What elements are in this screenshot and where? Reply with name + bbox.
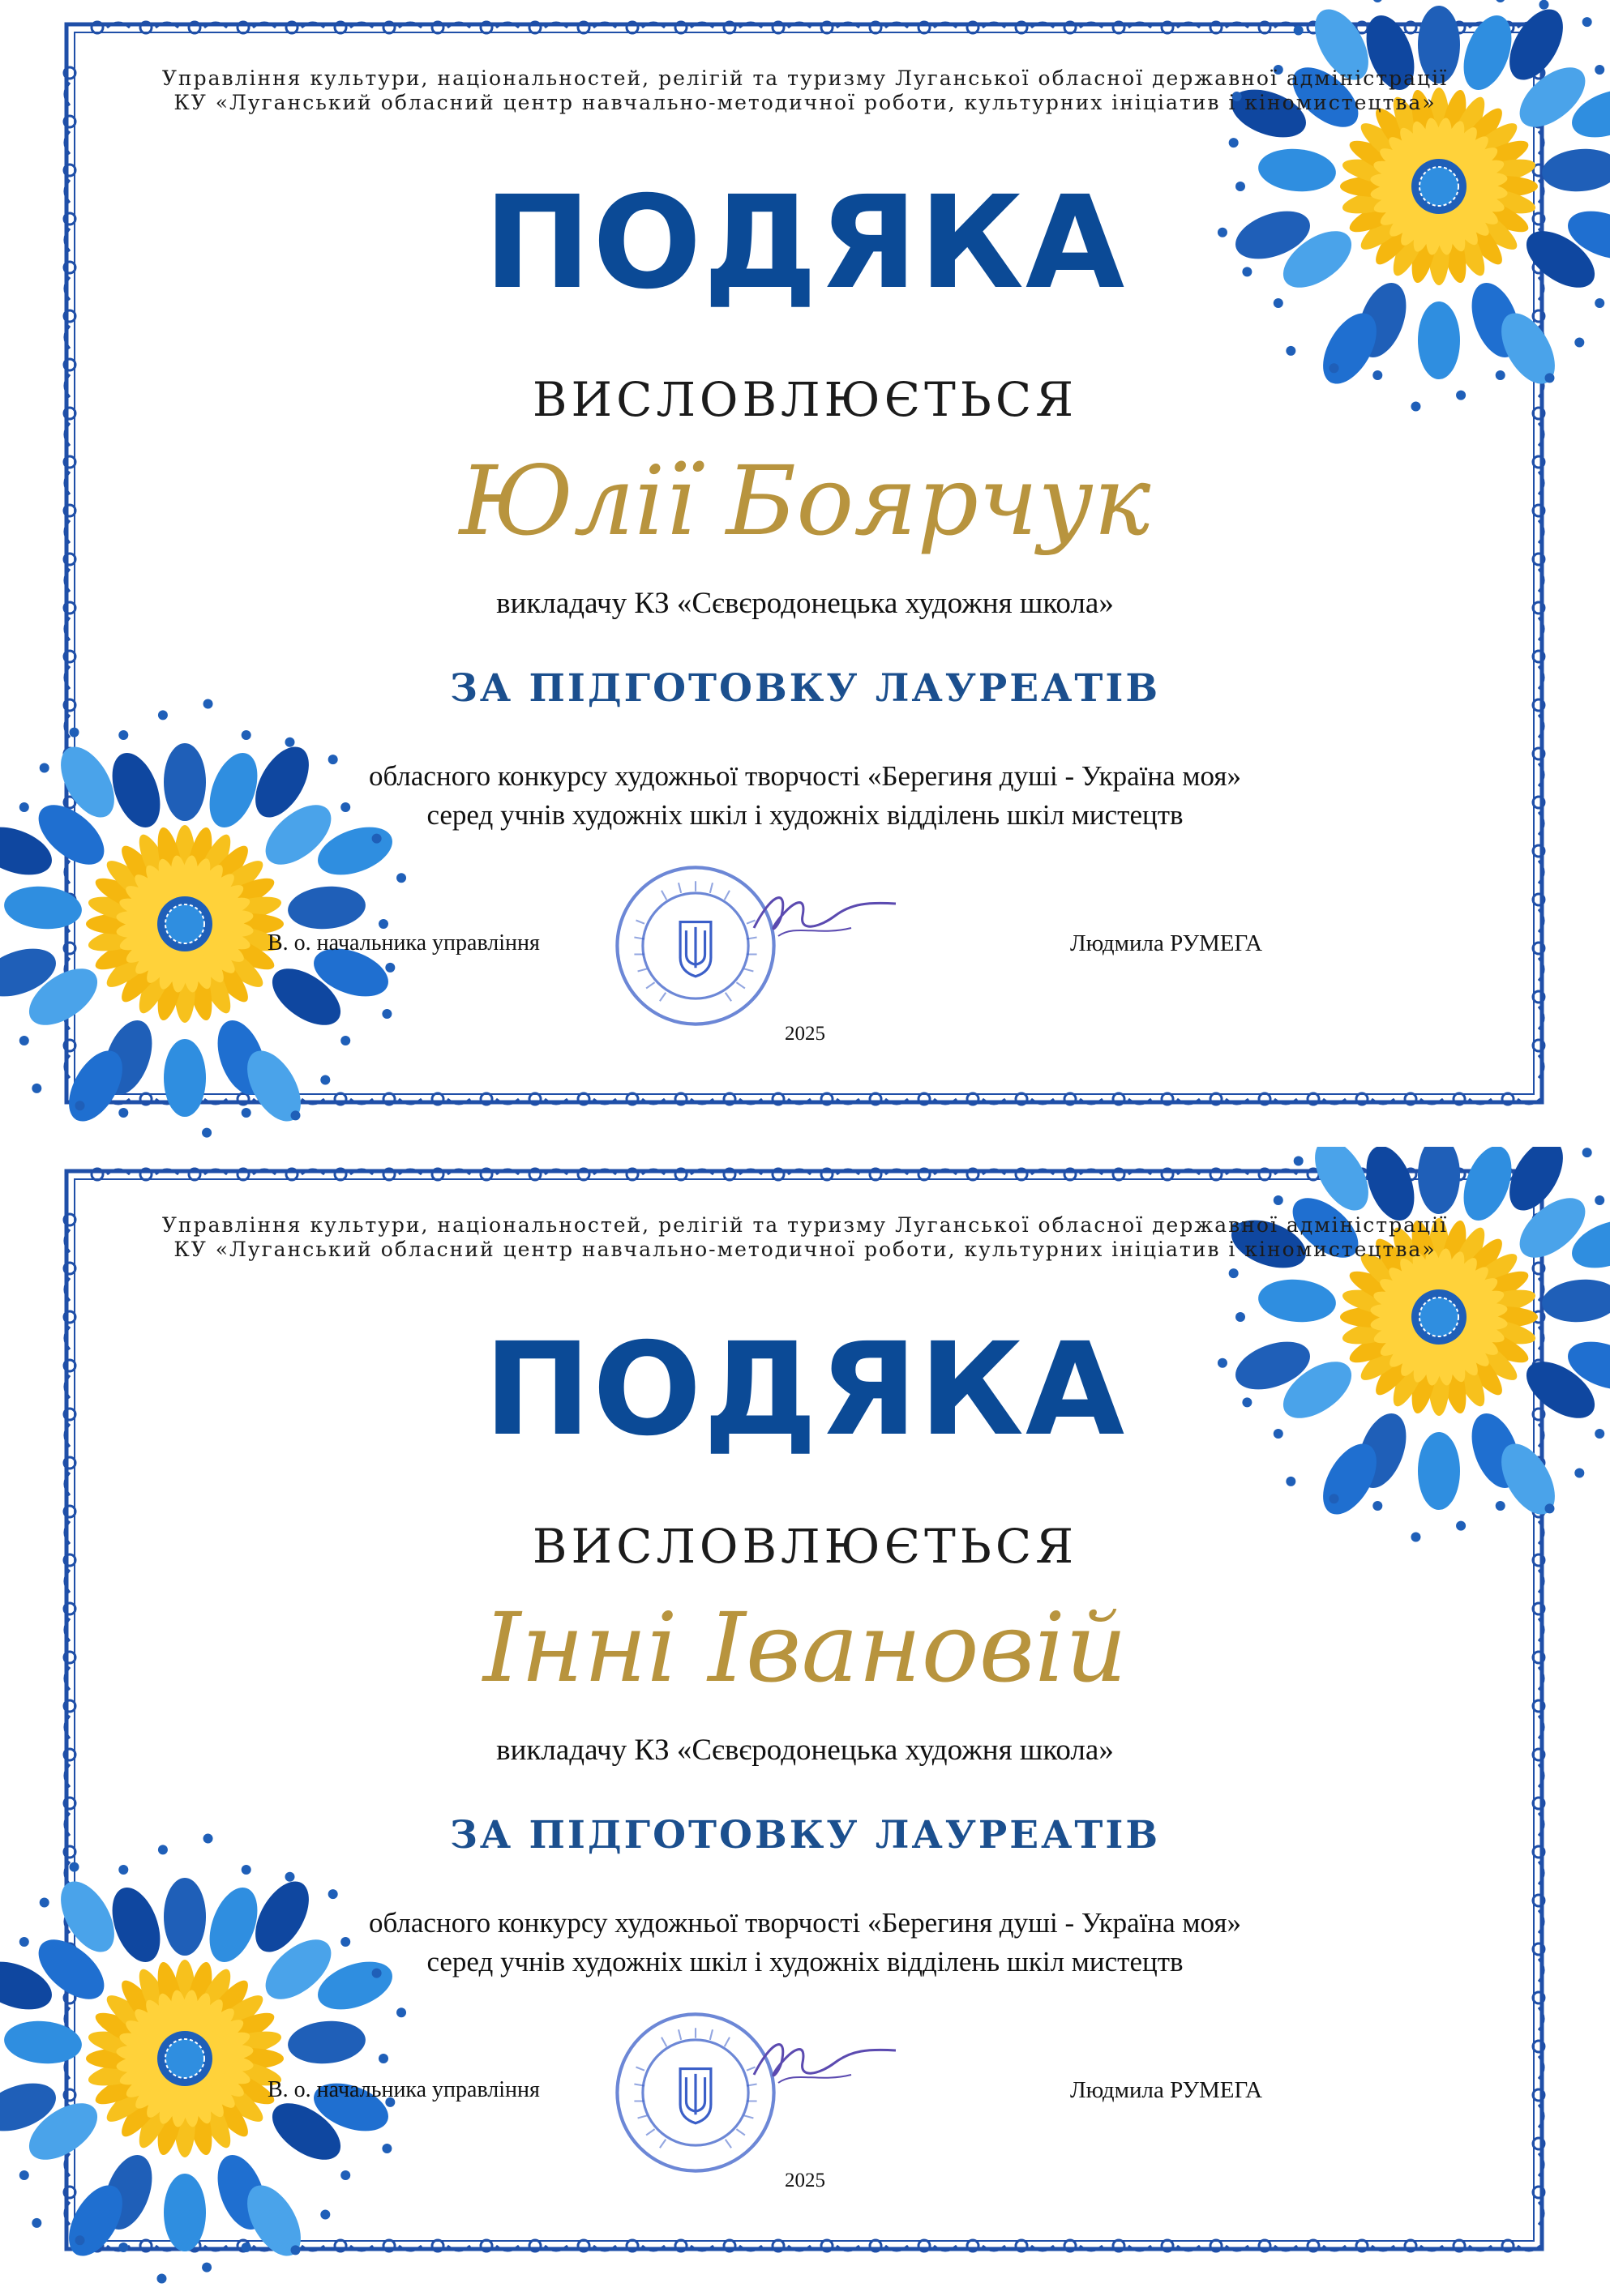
- organization-line-1: Управління культури, національностей, релігій та туризму Луганської обласної державної адміністрації: [161, 66, 1449, 90]
- sunflower-icon: [86, 825, 284, 1023]
- contest-line-2: серед учнів художніх шкіл і художніх відділень шкіл мистецтв: [426, 1946, 1184, 1977]
- contest-line-1: обласного конкурсу художньої творчості «Берегиня душі - Україна моя»: [369, 1907, 1241, 1939]
- recipient-name: Інні Івановій: [482, 1592, 1128, 1704]
- certificate-1: [0, 0, 1610, 1139]
- expresses-label: ВИСЛОВЛЮЄТЬСЯ: [532, 372, 1078, 427]
- organization-line-1: Управління культури, національностей, релігій та туризму Луганської обласної державної адміністрації: [161, 1213, 1449, 1237]
- organization-line-2: КУ «Луганський обласний центр навчально-методичної роботи, культурних ініціатив і кіномистецтва»: [173, 1238, 1437, 1261]
- contest-line-2: серед учнів художніх шкіл і художніх відділень шкіл мистецтв: [426, 799, 1184, 831]
- sunflower-icon: [86, 1960, 284, 2157]
- trident-icon: [680, 922, 711, 977]
- handwritten-signature: [746, 2026, 900, 2099]
- certificate-title: ПОДЯКА: [483, 169, 1127, 318]
- year: 2025: [785, 1023, 825, 1045]
- recipient-name: Юлії Боярчук: [459, 445, 1151, 557]
- organization-line-2: КУ «Луганський обласний центр навчально-методичної роботи, культурних ініціатив і кіномистецтва»: [173, 91, 1437, 114]
- handwritten-signature: [746, 879, 900, 952]
- expresses-label: ВИСЛОВЛЮЄТЬСЯ: [532, 1519, 1078, 1574]
- certificate-2: [0, 1147, 1610, 2285]
- certificate-title: ПОДЯКА: [483, 1315, 1127, 1464]
- award-reason: ЗА ПІДГОТОВКУ ЛАУРЕАТІВ: [449, 1813, 1161, 1858]
- signatory-title: В. о. начальника управління: [268, 930, 540, 956]
- sunflower-bottom-left: [0, 1833, 406, 2283]
- recipient-position: викладачу КЗ «Сєвєродонецька художня школа»: [496, 1734, 1114, 1767]
- signatory-name: Людмила РУМЕГА: [1070, 930, 1263, 956]
- contest-line-1: обласного конкурсу художньої творчості «Берегиня душі - Україна моя»: [369, 760, 1241, 792]
- trident-icon: [680, 2069, 711, 2123]
- year: 2025: [785, 2170, 825, 2191]
- signatory-title: В. о. начальника управління: [268, 2077, 540, 2102]
- recipient-position: викладачу КЗ «Сєвєродонецька художня школа»: [496, 587, 1114, 620]
- award-reason: ЗА ПІДГОТОВКУ ЛАУРЕАТІВ: [449, 666, 1161, 711]
- signatory-name: Людмила РУМЕГА: [1070, 2077, 1263, 2103]
